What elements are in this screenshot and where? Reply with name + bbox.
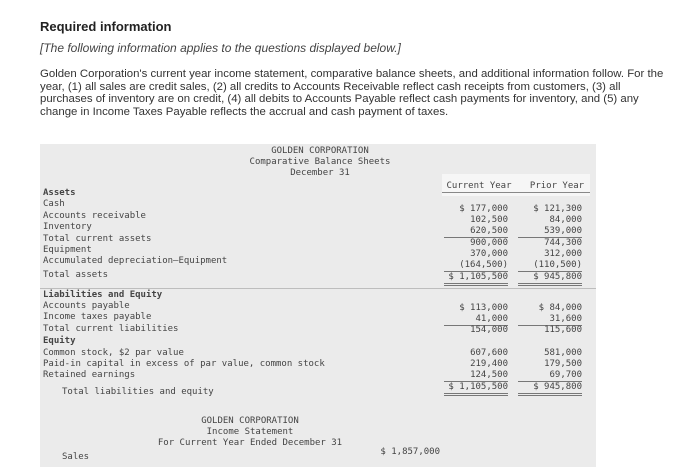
- total-current-liabilities-current: 154,000: [470, 325, 508, 335]
- row-label-total-current-liabilities: Total current liabilities: [43, 324, 179, 334]
- common-stock-current: 607,600: [470, 348, 508, 358]
- problem-description: Golden Corporation's current year income statement, comparative balance sheets, and additional information follow. For the year, (1) all sales are credit sales, (2) all credits to Accounts Receivable reflect cash receipts from customers, (3) all purchases of inventory are on credit, (4) all debits to Accounts Payable reflect cash payments for inventory, and (5) any change in Income Taxes Payable reflects the accrual and cash payment of taxes.: [40, 68, 664, 118]
- row-label-total-current-assets: Total current assets: [43, 234, 152, 244]
- equipment-prior: 312,000: [544, 249, 582, 259]
- row-label-equipment: Equipment: [43, 245, 92, 255]
- accumulated-depreciation-current: (164,500): [444, 260, 508, 272]
- row-label-income-taxes-payable: Income taxes payable: [43, 312, 152, 322]
- accumulated-depreciation-prior: (110,500): [518, 260, 582, 272]
- row-label-accounts-receivable: Accounts receivable: [43, 211, 146, 221]
- balance-sheet-title: Comparative Balance Sheets: [249, 157, 391, 167]
- sales-value: $ 1,857,000: [380, 447, 440, 457]
- equipment-current: 370,000: [470, 249, 508, 259]
- row-divider: [40, 288, 596, 289]
- section-equity: Equity: [43, 336, 76, 346]
- common-stock-prior: 581,000: [544, 348, 582, 358]
- row-label-accounts-payable: Accounts payable: [43, 301, 130, 311]
- cash-current: $ 177,000: [459, 204, 508, 214]
- section-assets: Assets: [43, 188, 76, 198]
- accounts-receivable-prior: 84,000: [549, 215, 582, 225]
- paid-in-capital-prior: 179,500: [544, 359, 582, 369]
- total-assets-prior: $ 945,800: [518, 272, 582, 286]
- heading: Required information: [40, 19, 172, 34]
- section-liabilities-and-equity: Liabilities and Equity: [43, 290, 163, 300]
- income-taxes-payable-prior: 31,600: [518, 314, 582, 326]
- total-current-assets-current: 900,000: [470, 238, 508, 248]
- column-header-current-year: Current Year: [446, 181, 512, 191]
- instruction-note: [The following information applies to the questions displayed below.]: [40, 41, 401, 55]
- column-header-prior-year: Prior Year: [529, 181, 585, 191]
- cash-prior: $ 121,300: [533, 204, 582, 214]
- row-label-sales: Sales: [62, 452, 90, 462]
- row-label-total-liabilities-and-equity: Total liabilities and equity: [62, 387, 214, 397]
- accounts-payable-prior: $ 84,000: [538, 303, 582, 313]
- row-label-inventory: Inventory: [43, 222, 92, 232]
- income-statement-period: For Current Year Ended December 31: [157, 438, 343, 448]
- row-label-accumulated-depreciation: Accumulated depreciation—Equipment: [43, 256, 228, 266]
- row-label-cash: Cash: [43, 199, 65, 209]
- total-current-assets-prior: 744,300: [544, 238, 582, 248]
- income-statement-title: Income Statement: [206, 427, 294, 437]
- total-liabilities-and-equity-prior: $ 945,800: [518, 382, 582, 396]
- retained-earnings-current: 124,500: [444, 370, 508, 382]
- accounts-payable-current: $ 113,000: [459, 303, 508, 313]
- total-current-liabilities-prior: 115,600: [544, 325, 582, 335]
- column-header-divider: [442, 192, 590, 193]
- balance-sheet-date: December 31: [290, 168, 350, 178]
- income-taxes-payable-current: 41,000: [444, 314, 508, 326]
- row-label-total-assets: Total assets: [43, 270, 109, 280]
- inventory-current: 620,500: [444, 226, 508, 238]
- retained-earnings-prior: 69,700: [518, 370, 582, 382]
- inventory-prior: 539,000: [518, 226, 582, 238]
- income-statement-company: GOLDEN CORPORATION: [201, 416, 299, 426]
- financial-statements-panel: [40, 144, 596, 467]
- balance-sheet-company: GOLDEN CORPORATION: [271, 146, 369, 156]
- paid-in-capital-current: 219,400: [470, 359, 508, 369]
- row-label-retained-earnings: Retained earnings: [43, 370, 136, 380]
- row-label-paid-in-capital: Paid-in capital in excess of par value, common stock: [43, 359, 325, 369]
- row-label-common-stock: Common stock, $2 par value: [43, 348, 184, 358]
- total-assets-current: $ 1,105,500: [444, 272, 508, 286]
- total-liabilities-and-equity-current: $ 1,105,500: [444, 382, 508, 396]
- accounts-receivable-current: 102,500: [470, 215, 508, 225]
